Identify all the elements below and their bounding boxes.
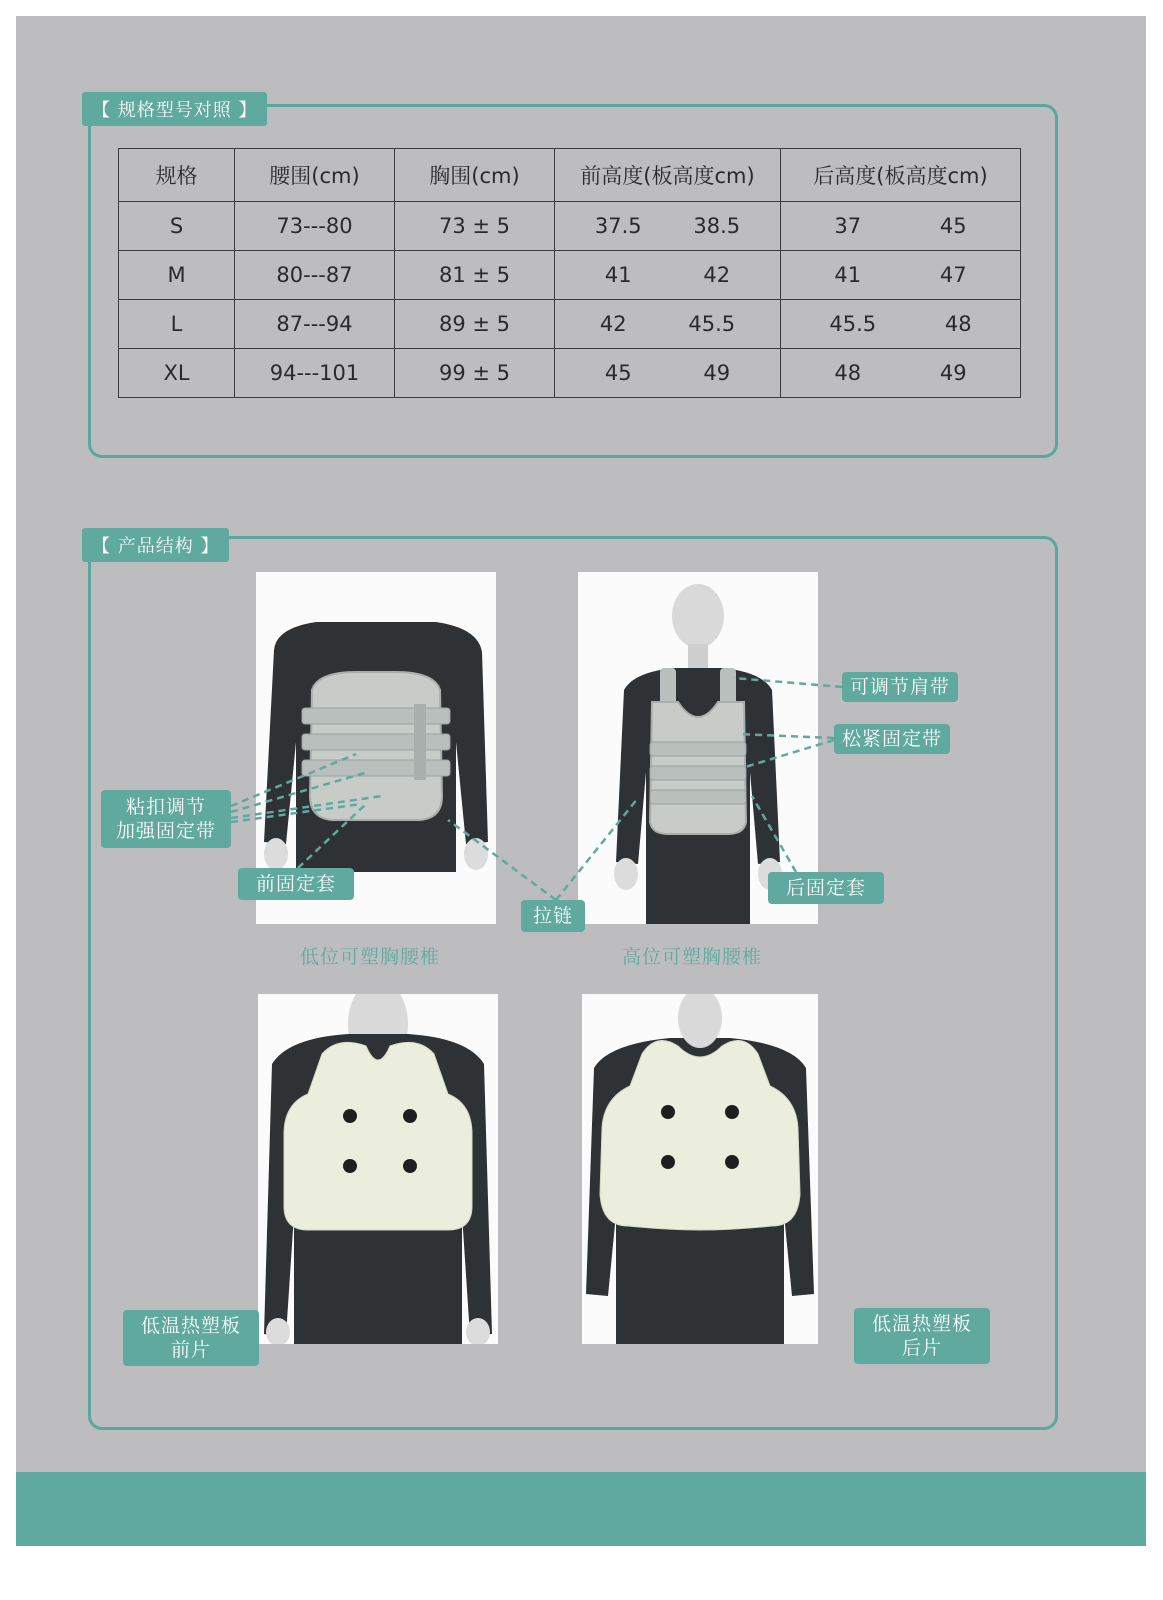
back-height-b: 47 bbox=[939, 263, 967, 287]
cell-chest: 89 ± 5 bbox=[395, 300, 555, 349]
front-height-b: 38.5 bbox=[693, 214, 741, 238]
cell-size: M bbox=[119, 251, 235, 300]
front-board-label-line1: 低温热塑板 bbox=[140, 1315, 241, 1337]
back-cover-label: 后固定套 bbox=[768, 872, 884, 904]
header-waist: 腰围(cm) bbox=[235, 149, 395, 202]
cell-waist: 87---94 bbox=[235, 300, 395, 349]
front-cover-label: 前固定套 bbox=[238, 868, 354, 900]
front-height-a: 45 bbox=[604, 361, 632, 385]
back-height-b: 48 bbox=[944, 312, 972, 336]
shoulder-strap-label: 可调节肩带 bbox=[842, 672, 958, 702]
front-height-a: 37.5 bbox=[594, 214, 642, 238]
cell-chest: 99 ± 5 bbox=[395, 349, 555, 398]
cell-chest: 81 ± 5 bbox=[395, 251, 555, 300]
back-height-a: 45.5 bbox=[829, 312, 877, 336]
cell-size: L bbox=[119, 300, 235, 349]
cell-waist: 94---101 bbox=[235, 349, 395, 398]
header-size: 规格 bbox=[119, 149, 235, 202]
back-board-label-line1: 低温热塑板 bbox=[871, 1313, 972, 1335]
cell-waist: 80---87 bbox=[235, 251, 395, 300]
structure-section-title: 【 产品结构 】 bbox=[82, 528, 229, 562]
zipper-label: 拉链 bbox=[521, 900, 585, 932]
cell-size: XL bbox=[119, 349, 235, 398]
front-board-label-line2: 前片 bbox=[170, 1339, 211, 1361]
spec-section-title: 【 规格型号对照 】 bbox=[82, 92, 267, 126]
header-back-height: 后高度(板高度cm) bbox=[781, 149, 1021, 202]
back-board-label bbox=[854, 1308, 990, 1364]
velcro-strap-label-line2: 加强固定带 bbox=[115, 820, 216, 842]
front-board-label bbox=[123, 1310, 259, 1366]
back-height-a: 41 bbox=[834, 263, 862, 287]
cell-waist: 73---80 bbox=[235, 202, 395, 251]
footer-band bbox=[16, 1472, 1146, 1546]
front-height-a: 42 bbox=[599, 312, 627, 336]
back-height-a: 37 bbox=[834, 214, 862, 238]
low-brace-caption: 低位可塑胸腰椎 bbox=[300, 946, 441, 968]
front-height-a: 41 bbox=[604, 263, 632, 287]
cell-size: S bbox=[119, 202, 235, 251]
velcro-strap-label-line1: 粘扣调节 bbox=[125, 796, 206, 818]
elastic-strap-label: 松紧固定带 bbox=[834, 724, 950, 754]
back-height-b: 49 bbox=[939, 361, 967, 385]
front-height-b: 42 bbox=[703, 263, 731, 287]
cell-chest: 73 ± 5 bbox=[395, 202, 555, 251]
back-board-label-line2: 后片 bbox=[901, 1337, 942, 1359]
back-height-a: 48 bbox=[834, 361, 862, 385]
velcro-strap-label bbox=[101, 790, 231, 848]
header-front-height: 前高度(板高度cm) bbox=[555, 149, 781, 202]
front-height-b: 45.5 bbox=[688, 312, 736, 336]
page bbox=[16, 16, 1146, 1546]
high-brace-caption: 高位可塑胸腰椎 bbox=[622, 946, 763, 968]
header-chest: 胸围(cm) bbox=[395, 149, 555, 202]
front-height-b: 49 bbox=[703, 361, 731, 385]
back-height-b: 45 bbox=[939, 214, 967, 238]
